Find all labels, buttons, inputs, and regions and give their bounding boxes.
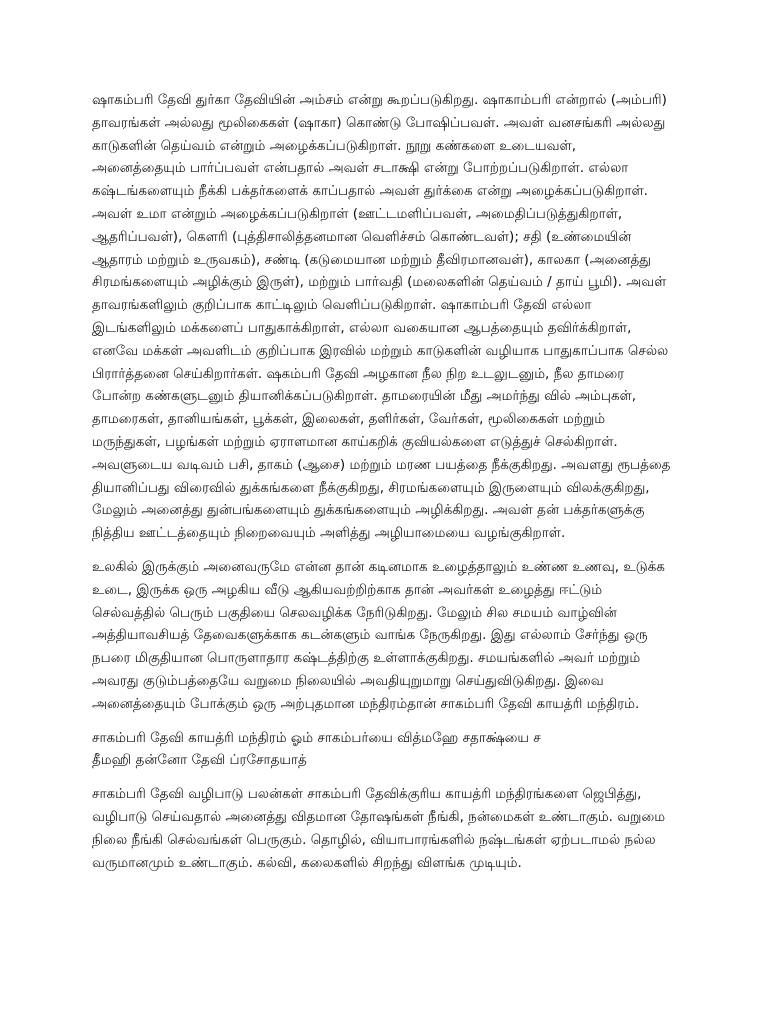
- paragraph-economic-hardship: உலகில் இருக்கும் அனைவருமே என்ன தான் கடினமாக உழைத்தாலும் உண்ண உணவு, உடுக்க உடை, இருக்க ஒரு அழகிய வீடு ஆகியவற்றிற்காக தான் அவர்கள் உழைத்து ஈட்டும் செல்வத்தில் பெரும் பகுதியை செலவழிக்க நேரிடுகிறது. மேலும் சில சமயம் வாழ்வின் அத்தியாவசியத் தேவைகளுக்காக கடன்களும் வாங்க நேருகிறது. இது எல்லாம் சேர்ந்து ஒரு நபரை மிகுதியான பொருளாதார கஷ்டத்திற்கு உள்ளாக்குகிறது. சமயங்களில் அவர் மற்றும் அவரது குடும்பத்தையே வறுமை நிலையில் அவதியுறுமாறு செய்துவிடுகிறது. இவை அனைத்தையும் போக்கும் ஒரு அற்புதமான மந்திரம்தான் சாகம்பரி தேவி காயத்ரி மந்திரம்.: [92, 558, 665, 712]
- paragraph-worship-benefits: சாகம்பரி தேவி வழிபாடு பலன்கள் சாகம்பரி தேவிக்குரிய காயத்ரி மந்திரங்களை ஜெபித்து, வழிபாடு செய்வதால் அனைத்து விதமான தோஷங்கள் நீங்கி, நன்மைகள் உண்டாகும். வறுமை நிலை நீங்கி செல்வங்கள் பெருகும். தொழில், வியாபாரங்களில் நஷ்டங்கள் ஏற்படாமல் நல்ல வருமானமும் உண்டாகும். கல்வி, கலைகளில் சிறந்து விளங்க முடியும்.: [92, 786, 666, 871]
- paragraph-gayatri-mantra: சாகம்பரி தேவி காயத்ரி மந்திரம் ஓம் சாகம்பர்யை வித்மஹே சதாக்ஷ்யை ச தீமஹி தன்னோ தேவி ப்ரசோதயாத்: [92, 729, 541, 769]
- document-page: [92, 89, 672, 885]
- paragraph-shakambari-intro: ஷாகம்பரி தேவி துர்கா தேவியின் அம்சம் என்று கூறப்படுகிறது. ஷாகாம்பரி என்றால் (அம்பரி) தாவரங்கள் அல்லது மூலிகைகள் (ஷாகா) கொண்டு போஷிப்பவள். அவள் வனசங்கரி அல்லது காடுகளின் தெய்வம் என்றும் அழைக்கப்படுகிறாள். நூறு கண்களை உடையவள், அனைத்தையும் பார்ப்பவள் என்பதால் அவள் சடாக்ஷி என்று போற்றப்படுகிறாள். எல்லா கஷ்டங்களையும் நீக்கி பக்தர்களைக் காப்பதால் அவள் துர்க்கை என்று அழைக்கப்படுகிறாள். அவள் உமா என்றும் அழைக்கப்படுகிறாள் (ஊட்டமளிப்பவள், அமைதிப்படுத்துகிறாள், ஆதரிப்பவள்), கௌரி (புத்திசாலித்தனமான வெளிச்சம் கொண்டவள்); சதி (உண்மையின் ஆதாரம் மற்றும் உருவகம்), சண்டி (கடுமையான மற்றும் தீவிரமானவள்), காலகா (அனைத்து சிரமங்களையும் அழிக்கும் இருள்), மற்றும் பார்வதி (மலைகளின் தெய்வம் / தாய் பூமி). அவள் தாவரங்களிலும் குறிப்பாக காட்டிலும் வெளிப்படுகிறாள். ஷாகாம்பரி தேவி எல்லா இடங்களிலும் மக்களைப் பாதுகாக்கிறாள், எல்லா வகையான ஆபத்தையும் தவிர்க்கிறாள், எனவே மக்கள் அவளிடம் குறிப்பாக இரவில் மற்றும் காடுகளின் வழியாக பாதுகாப்பாக செல்ல பிரார்த்தனை செய்கிறார்கள். ஷகம்பரி தேவி அழகான நீல நிற உடலுடனும், நீல தாமரை போன்ற கண்களுடனும் தியானிக்கப்படுகிறாள். தாமரையின் மீது அமர்ந்து வில் அம்புகள், தாமரைகள், தானியங்கள், பூக்கள், இலைகள், தளிர்கள், வேர்கள், மூலிகைகள் மற்றும் மருந்துகள், பழங்கள் மற்றும் ஏராளமான காய்கறிக் குவியல்களை எடுத்துச் செல்கிறாள். அவளுடைய வடிவம் பசி, தாகம் (ஆசை) மற்றும் மரண பயத்தை நீக்குகிறது. அவளது ரூபத்தை தியானிப்பது விரைவில் துக்கங்களை நீக்குகிறது, சிரமங்களையும் இருளையும் விலக்குகிறது, மேலும் அனைத்து துன்பங்களையும் துக்கங்களையும் அழிக்கிறது. அவள் தன் பக்தர்களுக்கு நித்திய ஊட்டத்தையும் நிறைவையும் அளித்து அழியாமையை வழங்குகிறாள்.: [92, 92, 671, 542]
